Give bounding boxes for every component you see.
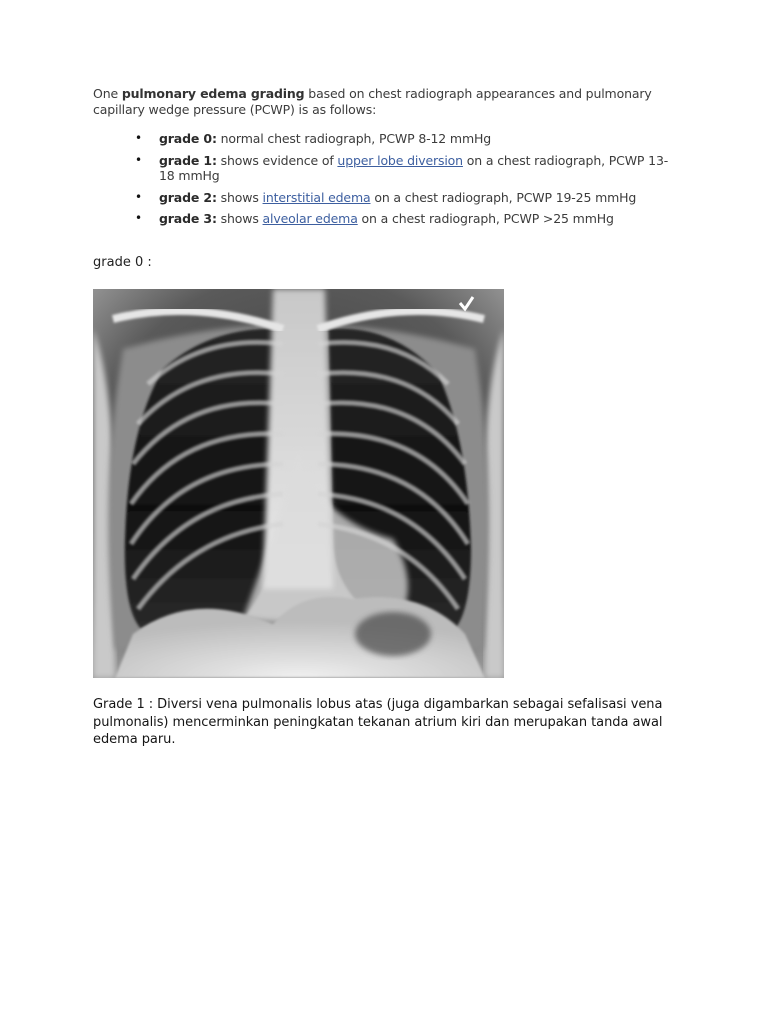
grade-text: shows evidence of: [216, 152, 338, 168]
grade-item-2: [135, 190, 673, 206]
grade-text: normal chest radiograph, PCWP 8-12 mmHg: [216, 131, 492, 146]
grade-text: shows: [216, 211, 263, 226]
grade-label: grade 0:: [159, 131, 217, 146]
grade-text-after: on a chest radiograph, PCWP 13-18 mmHg: [159, 152, 669, 183]
intro-prefix: One: [93, 86, 122, 101]
intro-suffix: based on chest radiograph appearances and pulmonary capillary wedge pressure (PCWP) is as follows:: [93, 86, 652, 117]
bullet-icon: •: [135, 211, 142, 225]
link-interstitial-edema[interactable]: interstitial edema: [262, 189, 371, 205]
grade-list: [93, 131, 673, 227]
document-body: [93, 86, 673, 233]
intro-paragraph: [93, 86, 673, 117]
grade-item-3: [135, 211, 673, 227]
grade-label: grade 3:: [159, 211, 217, 226]
intro-bold: pulmonary edema grading: [121, 86, 305, 101]
grade-text-after: on a chest radiograph, PCWP 19-25 mmHg: [370, 189, 637, 205]
grade0-heading: grade 0 :: [93, 255, 152, 270]
grade-text: shows: [216, 189, 263, 205]
grade-label: grade 2:: [159, 189, 217, 205]
grade-item-0: [135, 131, 673, 147]
grade-item-1: [135, 153, 673, 184]
bullet-icon: •: [135, 189, 142, 204]
grade-label: grade 1:: [159, 152, 217, 168]
link-alveolar-edema[interactable]: alveolar edema: [262, 211, 358, 226]
bullet-icon: •: [135, 131, 142, 145]
chest-xray-illustration: [93, 289, 504, 678]
chest-xray-image: [93, 289, 504, 678]
grade1-paragraph: Grade 1 : Diversi vena pulmonalis lobus atas (juga digambarkan sebagai sefalisasi vena pulmonalis) mencerminkan peningkatan tekanan atrium kiri dan merupakan tanda awal edema paru.: [93, 697, 663, 747]
bullet-icon: •: [135, 152, 142, 167]
link-upper-lobe-diversion[interactable]: upper lobe diversion: [337, 152, 463, 168]
grade-text-after: on a chest radiograph, PCWP >25 mmHg: [357, 211, 614, 226]
